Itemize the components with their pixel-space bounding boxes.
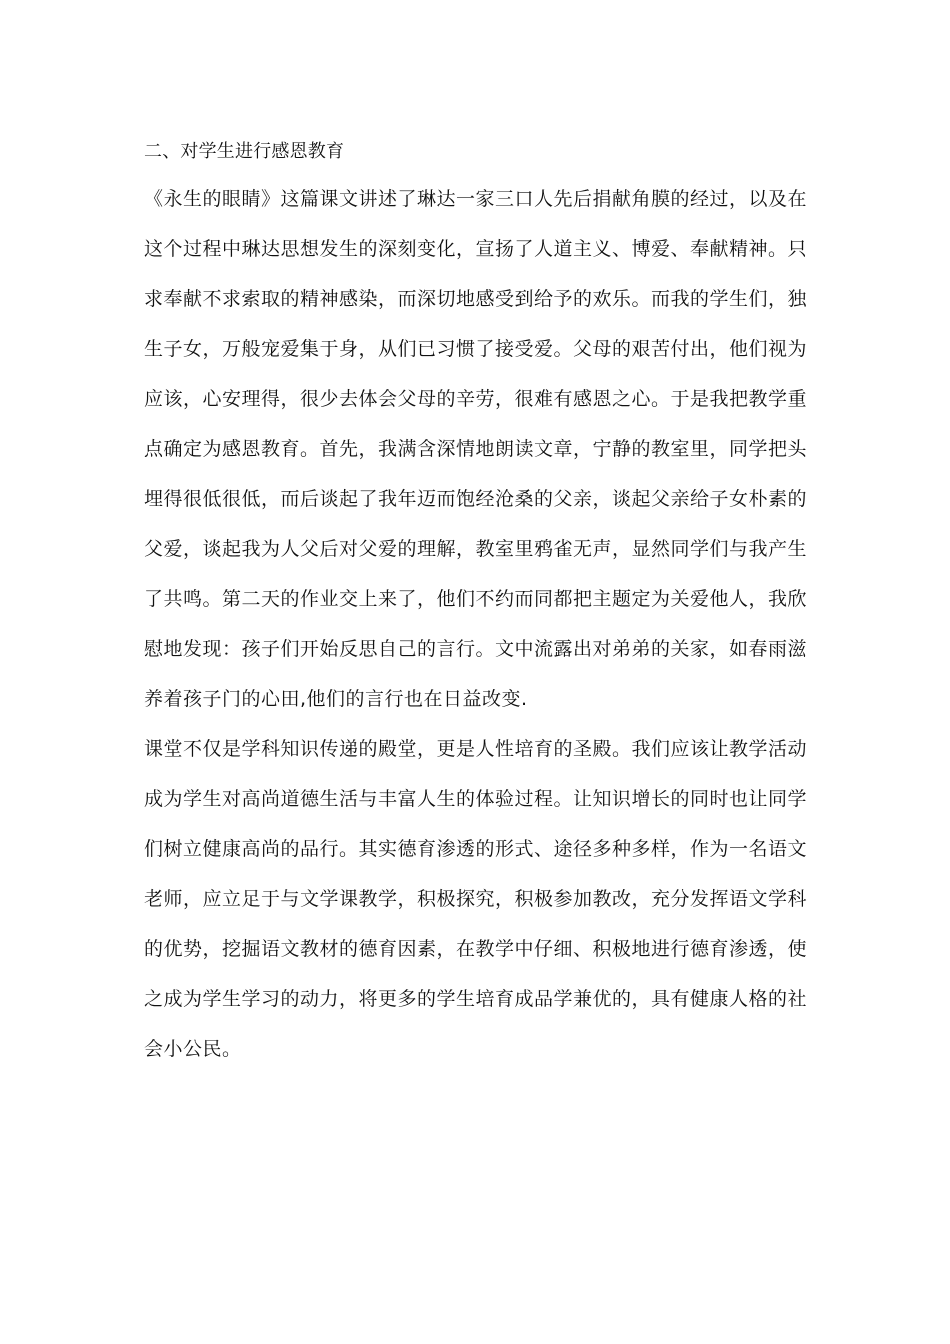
paragraph-line: 养着孩子门的心田,他们的言行也在日益改变.	[144, 688, 528, 710]
paragraph-line: 《永生的眼睛》这篇课文讲述了琳达一家三口人先后捐献角膜的经过，以及在	[144, 188, 808, 210]
paragraph-2	[144, 724, 809, 1074]
paragraph-line: 老师，应立足于与文学课教学，积极探究，积极参加教改，充分发挥语文学科	[144, 888, 808, 910]
paragraph-line: 课堂不仅是学科知识传递的殿堂，更是人性培育的圣殿。我们应该让教学活动	[144, 738, 808, 760]
paragraph-line: 这个过程中琳达思想发生的深刻变化，宣扬了人道主义、博爱、奉献精神。只	[144, 238, 808, 260]
paragraph-line: 之成为学生学习的动力，将更多的学生培育成品学兼优的，具有健康人格的社	[144, 988, 808, 1010]
paragraph-line: 埋得很低很低，而后谈起了我年迈而饱经沧桑的父亲，谈起父亲给子女朴素的	[144, 488, 808, 510]
paragraph-line: 了共鸣。第二天的作业交上来了，他们不约而同都把主题定为关爱他人，我欣	[144, 588, 808, 610]
paragraph-line: 求奉献不求索取的精神感染，而深切地感受到给予的欢乐。而我的学生们，独	[144, 288, 808, 310]
paragraph-line: 应该，心安理得，很少去体会父母的辛劳，很难有感恩之心。于是我把教学重	[144, 388, 808, 410]
paragraph-line: 们树立健康高尚的品行。其实德育渗透的形式、途径多种多样，作为一名语文	[144, 838, 808, 860]
paragraph-line: 生子女，万般宠爱集于身，从们已习惯了接受爱。父母的艰苦付出，他们视为	[144, 338, 808, 360]
paragraph-line: 成为学生对高尚道德生活与丰富人生的体验过程。让知识增长的同时也让同学	[144, 788, 808, 810]
section-heading: 二、对学生进行感恩教育	[144, 141, 345, 162]
document-body	[144, 132, 809, 1074]
paragraph-line: 点确定为感恩教育。首先，我满含深情地朗读文章，宁静的教室里，同学把头	[144, 438, 808, 460]
paragraph-line: 会小公民。	[144, 1038, 242, 1060]
paragraph-line: 慰地发现：孩子们开始反思自己的言行。文中流露出对弟弟的关家，如春雨滋	[144, 638, 808, 660]
paragraph-line: 的优势，挖掘语文教材的德育因素，在教学中仔细、积极地进行德育渗透，使	[144, 938, 808, 960]
paragraph-line: 父爱，谈起我为人父后对父爱的理解，教室里鸦雀无声，显然同学们与我产生	[144, 538, 808, 560]
paragraph-1	[144, 174, 809, 724]
